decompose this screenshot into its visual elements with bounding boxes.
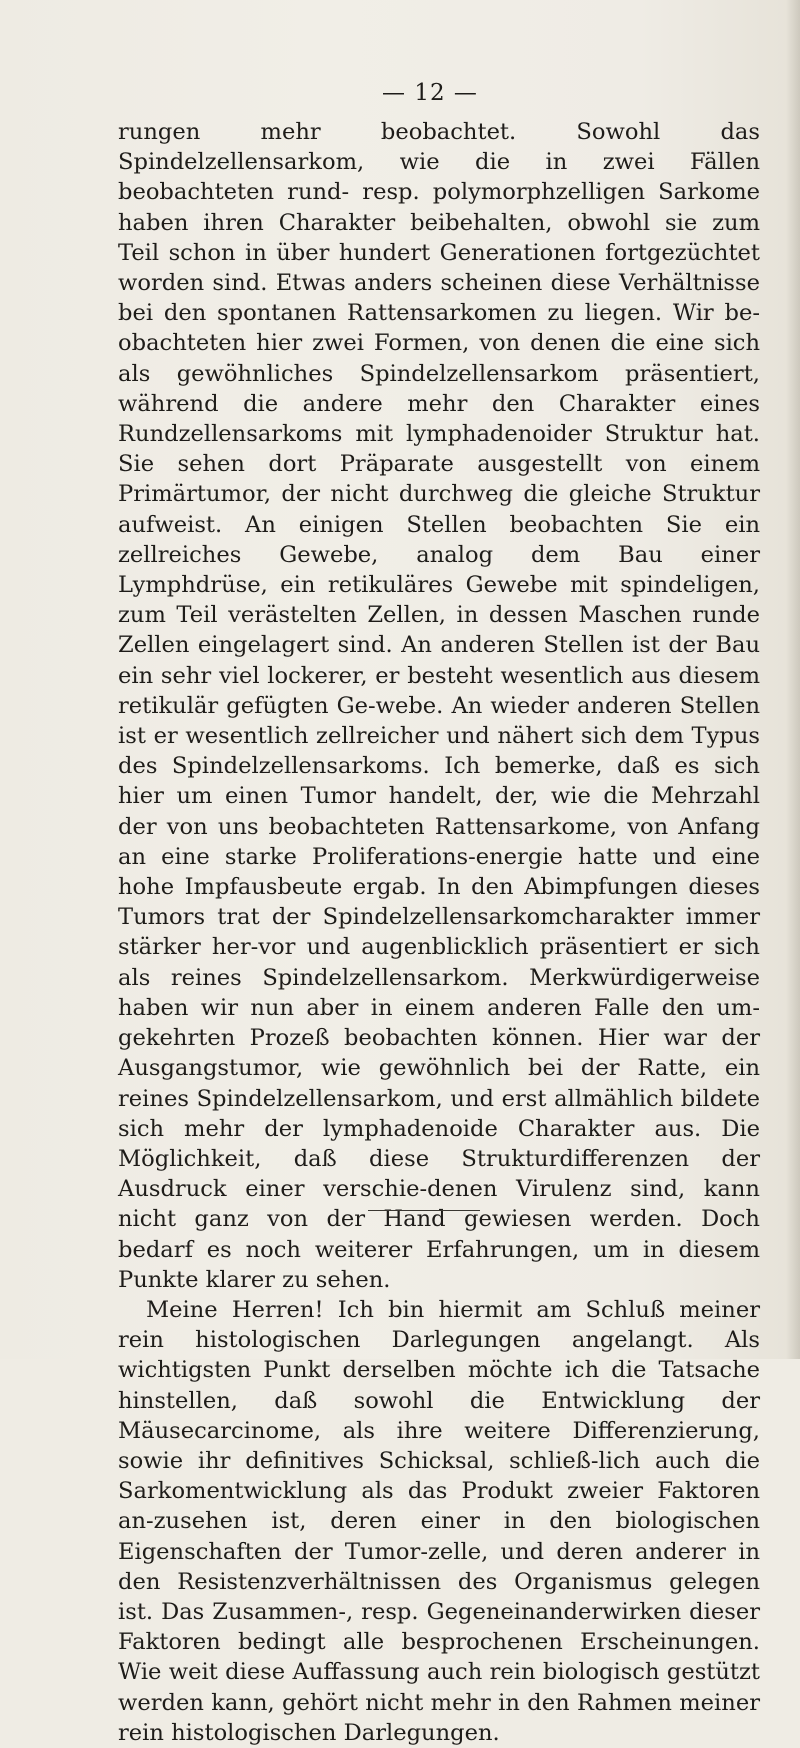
body-text (118, 117, 760, 1748)
section-end-rule (368, 1210, 480, 1211)
page-edge-shadow (786, 0, 800, 1359)
page-number: — 12 — (382, 80, 478, 106)
paragraph-2: Meine Herren! Ich bin hiermit am Schluß meiner rein histologischen Darlegungen angelangt. Als wichtigsten Punkt derselben möchte ich die Tatsache hinstellen, daß sowohl die Entwicklung der Mäusecarcinome, als ihre weitere Differenzierung, sowie ihr definitives Schicksal, schließ-lich auch die Sarkomentwicklung als das Produkt zweier Faktoren an-zusehen ist, deren einer in den biologischen Eigenschaften der Tumor-zelle, und deren anderer in den Resistenzverhältnissen des Organismus gelegen ist. Das Zusammen-, resp. Gegeneinanderwirken dieser Faktoren bedingt alle besprochenen Erscheinungen. Wie weit diese Auffassung auch rein biologisch gestützt werden kann, gehört nicht mehr in den Rahmen meiner rein histologischen Darlegungen. (118, 1296, 760, 1746)
paragraph-1: rungen mehr beobachtet. Sowohl das Spindelzellensarkom, wie die in zwei Fällen beobachteten rund- resp. polymorphzelligen Sarkome haben ihren Charakter beibehalten, obwohl sie zum Teil schon in über hundert Generationen fortgezüchtet worden sind. Etwas anders scheinen diese Verhältnisse bei den spontanen Rattensarkomen zu liegen. Wir be-obachteten hier zwei Formen, von denen die eine sich als gewöhnliches Spindelzellensarkom präsentiert, während die andere mehr den Charakter eines Rundzellensarkoms mit lymphadenoider Struktur hat. Sie sehen dort Präparate ausgestellt von einem Primärtumor, der nicht durchweg die gleiche Struktur aufweist. An einigen Stellen beobachten Sie ein zellreiches Gewebe, analog dem Bau einer Lymphdrüse, ein retikuläres Gewebe mit spindeligen, zum Teil verästelten Zellen, in dessen Maschen runde Zellen eingelagert sind. An anderen Stellen ist der Bau ein sehr viel lockerer, er besteht wesentlich aus diesem retikulär gefügten Ge-webe. An wieder anderen Stellen ist er wesentlich zellreicher und nähert sich dem Typus des Spindelzellensarkoms. Ich bemerke, daß es sich hier um einen Tumor handelt, der, wie die Mehrzahl der von uns beobachteten Rattensarkome, von Anfang an eine starke Proliferations-energie hatte und eine hohe Impfausbeute ergab. In den Abimpfungen dieses Tumors trat der Spindelzellensarkomcharakter immer stärker her-vor und augenblicklich präsentiert er sich als reines Spindelzellensarkom. Merkwürdigerweise haben wir nun aber in einem anderen Falle den um-gekehrten Prozeß beobachten können. Hier war der Ausgangstumor, wie gewöhnlich bei der Ratte, ein reines Spindelzellensarkom, und erst allmählich bildete sich mehr der lymphadenoide Charakter aus. Die Möglichkeit, daß diese Strukturdifferenzen der Ausdruck einer verschie-denen Virulenz sind, kann nicht ganz von der Hand gewiesen werden. Doch bedarf es noch weiterer Erfahrungen, um in diesem Punkte klarer zu sehen. (118, 119, 760, 1293)
